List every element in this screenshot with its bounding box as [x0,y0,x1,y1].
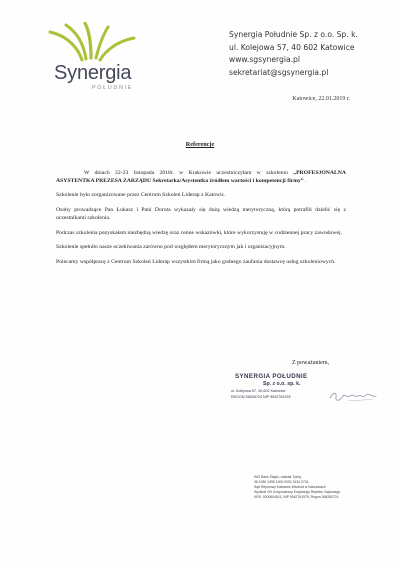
intro-end: . [303,177,307,184]
intro-text: W dniach 22-23 listopada 2018r. w Krakowie uczestniczyłam w szkoleniu [84,170,288,176]
paragraph-trainers: Osoby prowadzące Pan Łukasz i Pani Dorota wykazały się dużą wiedzą merytoryczną, którą potrafili dzielić się z uczestnikami szkolenia. [56,207,346,221]
paragraph-knowledge: Podczas szkolenia pozyskałam niezbędną wiedzę oraz cenne wskazówki, które wykorzystuję w codziennej pracy zawodowej. [56,229,342,236]
closing-phrase: Z poważaniem, [292,360,329,366]
logo-subtitle: POŁUDNIE [92,85,133,91]
logo-name: Synergia [54,62,132,84]
company-name: Synergia Południe Sp. z o.o. Sp. k. [229,30,358,39]
letter-date: Katowice, 22.01.2019 r. [292,96,350,102]
course-name: „PROFESJONALNA ASYSTENTKA PREZESA ZARZĄDU Sekretarka/Asystentka źródłem wartości i kompetencji firmy” [56,170,346,184]
letter-body [56,170,346,274]
footer-account: 36 1050 1399 1000 0092 3134 0731 [254,479,309,484]
paragraph-expectations: Szkolenie spełniło nasze oczekiwania zarówno pod względem merytorycznym jak i organizacyjnym. [56,244,286,251]
company-email-link[interactable]: sekretariat@sgsynergia.pl [229,68,329,78]
company-address: ul. Kolejowa 57, 40 602 Katowice [229,42,355,52]
company-logo [38,22,148,91]
handwritten-signature [328,388,380,404]
company-stamp [231,373,308,399]
footer-court: Sąd Rejonowy Katowice-Wschód w Katowicach [254,484,326,489]
sun-rays-icon [38,22,148,62]
company-website-link[interactable]: www.sgsynergia.pl [229,55,300,65]
stamp-address: ul. Kolejowa 57, 40-602 Katowice [231,389,286,393]
stamp-subtitle: Sp. z o.o. sp. k. [263,381,301,387]
footer-bank: ING Bank Śląski, oddział Tychy, [254,475,302,479]
paragraph-recommendation: Polecamy współpracę z Centrum Szkoleń Liderap wszystkim firmą jako godnego zaufania dostawcę usług szkoleniowych. [56,258,336,265]
stamp-title: SYNERGIA POŁUDNIE [235,373,308,380]
stamp-regon: REGON 36828?24 NIP 9542761978 [231,395,291,399]
footer-bank-registry [254,475,340,500]
letter-title: Referencje [185,141,215,148]
paragraph-organizer: Szkolenie było zorganizowane przez Centrum Szkoleń Liderap z Katowic. [56,192,226,199]
paragraph-intro [56,170,346,185]
footer-krs: KRS: 0000604811, NIP 9542761978, Regon 368280724 [254,494,339,499]
company-header [229,29,358,80]
footer-division: Wydział VIII Gospodarczy Krajowego Rejestru Sądowego [254,489,341,494]
